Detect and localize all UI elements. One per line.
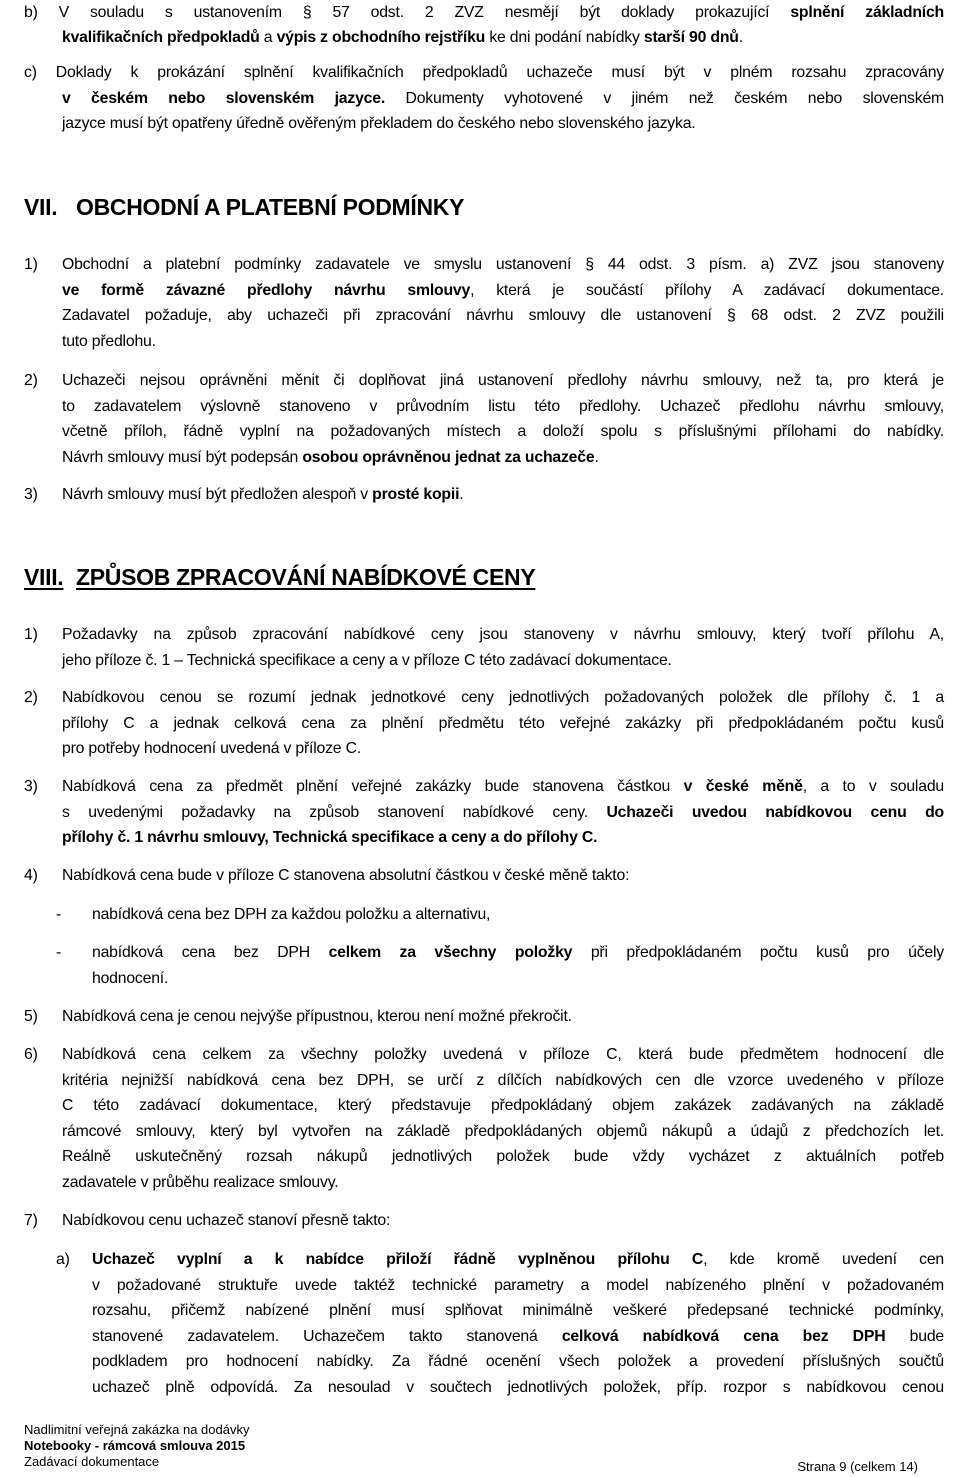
- section-title: OBCHODNÍ A PLATEBNÍ PODMÍNKY: [76, 194, 465, 220]
- text-line: ve formě závazné předlohy návrhu smlouvy, která je součástí přílohy A zadávací dokumentace.: [62, 281, 944, 299]
- item-number: 6): [24, 1046, 38, 1063]
- text-line: Nabídková cena za předmět plnění veřejné zakázky bude stanovena částkou v české měně, a to v souladu: [62, 778, 944, 795]
- vii-item-3: [24, 482, 944, 508]
- section-sign: §: [302, 4, 312, 21]
- text-line: Požadavky na způsob zpracování nabídkové ceny jsou stanoveny v návrhu smlouvy, který tvoří přílohu A,: [62, 626, 944, 643]
- item-number: 2): [24, 372, 38, 389]
- text-line: to zadavatelem výslovně stanoveno v průvodním listu této předlohy. Uchazeč předlohu návrhu smlouvy,: [62, 397, 944, 415]
- paragraph-c: [24, 60, 944, 137]
- footer-doc-name: Zadávací dokumentace: [24, 1454, 160, 1469]
- text-line: podkladem pro hodnocení nabídky. Za řádné ocenění všech položek a provedení příslušných součtů: [92, 1353, 944, 1371]
- section-number: VIII.: [24, 564, 64, 590]
- text-line: uchazeč plně odpovídá. Za nesoulad v součtech jednotlivých položek, příp. rozpor s nabídkovou cenou: [92, 1378, 944, 1396]
- viii-item-2: [24, 685, 944, 762]
- text-line: s uvedenými požadavky na způsob stanovení nabídkové ceny. Uchazeči uvedou nabídkovou cenu do: [62, 803, 944, 821]
- item-number: 1): [24, 626, 38, 643]
- item-number: 3): [24, 486, 38, 503]
- text-line: rámcové smlouvy, který byl vytvořen na základě předpokládaných objemů nákupů a údajů z předchozích let.: [62, 1122, 944, 1140]
- page-number: Strana 9 (celkem 14): [797, 1459, 918, 1474]
- item-number: 2): [24, 689, 38, 706]
- text-line: Uchazeči nejsou oprávněni měnit či doplňovat jiná ustanovení předlohy návrhu smlouvy, než ta, pro která je: [62, 372, 944, 389]
- section-title: ZPŮSOB ZPRACOVÁNÍ NABÍDKOVÉ CENY: [76, 564, 536, 590]
- viii-item-5: [24, 1004, 944, 1030]
- item-number: 1): [24, 256, 38, 273]
- item-number: 5): [24, 1008, 38, 1025]
- text-line: nabídková cena bez DPH celkem za všechny položky při předpokládaném počtu kusů pro účely: [92, 944, 944, 961]
- dash-marker: -: [56, 944, 62, 961]
- text-line: Nabídkovou cenu uchazeč stanoví přesně takto:: [62, 1212, 391, 1229]
- text-line: tuto předlohu.: [62, 332, 156, 350]
- text-line: kritéria nejnižší nabídková cena bez DPH, se určí z dílčích nabídkových cen dle vzorce uvedeného v příloze: [62, 1071, 944, 1089]
- text-line: Návrh smlouvy musí být předložen alespoň v prosté kopii.: [62, 486, 464, 503]
- text-line: Zadavatel požaduje, aby uchazeči při zpracování návrhu smlouvy dle ustanovení § 68 odst. 2 ZVZ použili: [62, 307, 944, 325]
- text-line: hodnocení.: [92, 969, 169, 987]
- text-line: Nabídková cena bude v příloze C stanovena absolutní částkou v české měně takto:: [62, 867, 630, 884]
- sub-item-a: [56, 1247, 945, 1401]
- viii-item-3: [24, 774, 944, 851]
- text-line: včetně příloh, řádně vyplní na požadovaných místech a doloží spolu s příslušnými přílohami do nabídky.: [62, 423, 944, 441]
- text-line: jeho příloze č. 1 – Technická specifikace a ceny a v příloze C této zadávací dokumentace.: [62, 651, 672, 669]
- text-line: v požadované struktuře uvede taktéž technické parametry a model nabízeného plnění v požadovaném: [92, 1276, 944, 1294]
- text-line: C této zadávací dokumentace, který představuje předpokládaný objem zakázek zadávaných na základě: [62, 1097, 944, 1115]
- text-line: přílohy č. 1 návrhu smlouvy, Technická specifikace a ceny a do přílohy C.: [62, 829, 598, 847]
- viii-item-6: [24, 1042, 944, 1196]
- vii-item-2: [24, 368, 944, 470]
- text-line: kvalifikačních předpokladů a výpis z obchodního rejstříku ke dni podání nabídky starší 90 dnů.: [62, 28, 743, 46]
- paragraph-b: [24, 0, 945, 50]
- dash-marker: -: [56, 906, 62, 923]
- text-line: jazyce musí být opatřeny úředně ověřeným překladem do českého nebo slovenského jazyka.: [62, 115, 696, 133]
- text-line: rozsahu, přičemž nabízené plnění musí splňovat minimálně veškeré předepsané technické podmínky,: [92, 1302, 944, 1320]
- viii-item-4: [24, 863, 944, 889]
- text-line: stanovené zadavatelem. Uchazečem takto stanovená celková nabídková cena bez DPH bude: [92, 1327, 945, 1345]
- text-line: Obchodní a platební podmínky zadavatele ve smyslu ustanovení § 44 odst. 3 písm. a) ZVZ jsou stanoveny: [62, 256, 944, 273]
- bullet-item: [56, 940, 944, 991]
- text-line: c) Doklady k prokázání splnění kvalifikačních předpokladů uchazeče musí být v plném rozsahu zpracovány: [24, 64, 944, 81]
- text-line: pro potřeby hodnocení uvedená v příloze C.: [62, 740, 361, 758]
- item-number: 3): [24, 778, 38, 795]
- section-number: VII.: [24, 194, 58, 220]
- text-line: Nabídkovou cenou se rozumí jednak jednotkové ceny jednotlivých požadovaných položek dle přílohy č. 1 a: [62, 689, 944, 706]
- bullet-item: [56, 902, 944, 928]
- item-number: 4): [24, 867, 38, 884]
- text-line: Nabídková cena je cenou nejvýše přípustnou, kterou není možné překročit.: [62, 1008, 572, 1025]
- item-letter: a): [56, 1251, 70, 1268]
- viii-item-7: [24, 1208, 944, 1234]
- text-line: Uchazeč vyplní a k nabídce přiloží řádně vyplněnou přílohu C, kde kromě uvedení cen: [92, 1251, 945, 1268]
- text-line: nabídková cena bez DPH za každou položku a alternativu,: [92, 906, 491, 923]
- footer-tender-type: Nadlimitní veřejná zakázka na dodávky: [24, 1422, 250, 1437]
- footer-tender-name: Notebooky - rámcová smlouva 2015: [24, 1438, 246, 1453]
- text-line: Návrh smlouvy musí být podepsán osobou oprávněnou jednat za uchazeče.: [62, 448, 599, 466]
- text-line: Nabídková cena celkem za všechny položky uvedená v příloze C, která bude předmětem hodnocení dle: [62, 1046, 944, 1063]
- section-heading-viii: [24, 562, 535, 592]
- text-line: přílohy C a jednak celková cena za plnění předmětu této veřejné zakázky při předpokládaném počtu kusů: [62, 714, 944, 732]
- text-line: Reálně uskutečněný rozsah nákupů jednotlivých položek bude vždy vycházet z aktuálních potřeb: [62, 1148, 944, 1166]
- section-heading-vii: [24, 192, 464, 222]
- footer-info: [24, 1422, 249, 1470]
- item-number: 7): [24, 1212, 38, 1229]
- vii-item-1: [24, 252, 944, 354]
- text-line: zadavatele v průběhu realizace smlouvy.: [62, 1173, 339, 1191]
- text-line: b) V souladu s ustanovením § 57 odst. 2 ZVZ nesmějí být doklady prokazující splnění základních: [24, 4, 945, 21]
- viii-item-1: [24, 622, 944, 673]
- text-line: v českém nebo slovenském jazyce. Dokumenty vyhotovené v jiném než českém nebo slovenském: [62, 89, 944, 107]
